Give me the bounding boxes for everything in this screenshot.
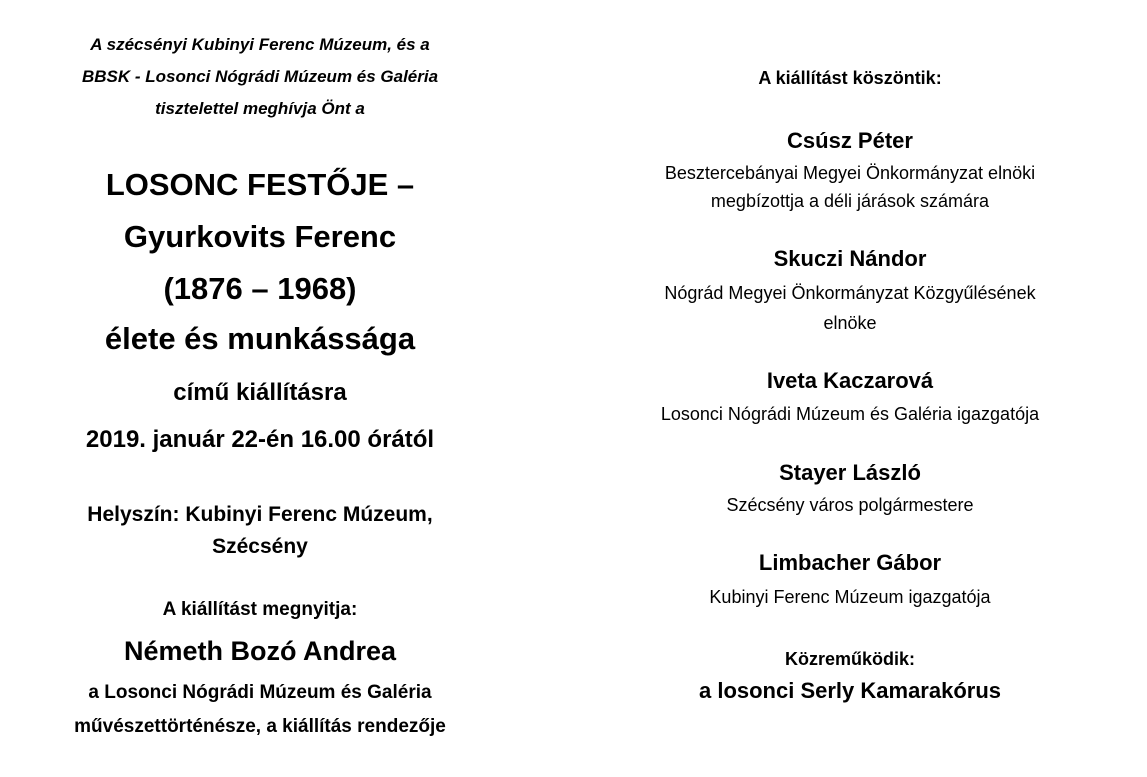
greeter-role-line: Nógrád Megyei Önkormányzat Közgyűlésének xyxy=(664,283,1036,303)
exhibition-title-line-4: élete és munkássága xyxy=(104,321,416,356)
greeter-role-line: Besztercebányai Megyei Önkormányzat elnöki xyxy=(664,163,1036,183)
greeter-role-line: Losonci Nógrádi Múzeum és Galéria igazgatója xyxy=(660,404,1040,424)
greeter-name: Limbacher Gábor xyxy=(758,550,942,575)
opening-speaker-description-1: a Losonci Nógrádi Múzeum és Galéria xyxy=(88,682,432,703)
greeter-role-line: elnöke xyxy=(823,313,877,333)
event-datetime: 2019. január 22-én 16.00 órától xyxy=(85,426,435,453)
exhibition-title-line-2: Gyurkovits Ferenc xyxy=(123,219,397,254)
greeter-name: Stayer László xyxy=(779,460,921,485)
intro-line-3: tisztelettel meghívja Önt a xyxy=(155,99,365,118)
exhibition-title-line-1: LOSONC FESTŐJE – xyxy=(105,167,415,202)
exhibition-title-line-3: (1876 – 1968) xyxy=(163,271,357,306)
greeter-name: Iveta Kaczarová xyxy=(766,368,934,393)
contributor-name: a losonci Serly Kamarakórus xyxy=(698,678,1002,703)
greeter-role-line: megbízottja a déli járások számára xyxy=(710,191,990,211)
greeter-name: Skuczi Nándor xyxy=(773,246,927,271)
venue-line-1: Helyszín: Kubinyi Ferenc Múzeum, xyxy=(87,503,433,526)
exhibition-subtitle: című kiállításra xyxy=(173,379,347,406)
greeter-role-line: Kubinyi Ferenc Múzeum igazgatója xyxy=(709,587,991,607)
venue-line-2: Szécsény xyxy=(212,535,308,558)
intro-line-2: BBSK - Losonci Nógrádi Múzeum és Galéria xyxy=(81,67,439,86)
opening-speaker-description-2: művészettörténésze, a kiállítás rendezője xyxy=(74,716,446,737)
opening-label: A kiállítást megnyitja: xyxy=(162,599,358,620)
greeter-role-line: Szécsény város polgármestere xyxy=(726,495,974,515)
greeter-name: Csúsz Péter xyxy=(787,128,913,153)
greeters-header: A kiállítást köszöntik: xyxy=(758,68,942,88)
opening-speaker-name: Németh Bozó Andrea xyxy=(123,636,397,666)
intro-line-1: A szécsényi Kubinyi Ferenc Múzeum, és a xyxy=(90,35,430,54)
contributor-label: Közreműködik: xyxy=(784,649,916,669)
